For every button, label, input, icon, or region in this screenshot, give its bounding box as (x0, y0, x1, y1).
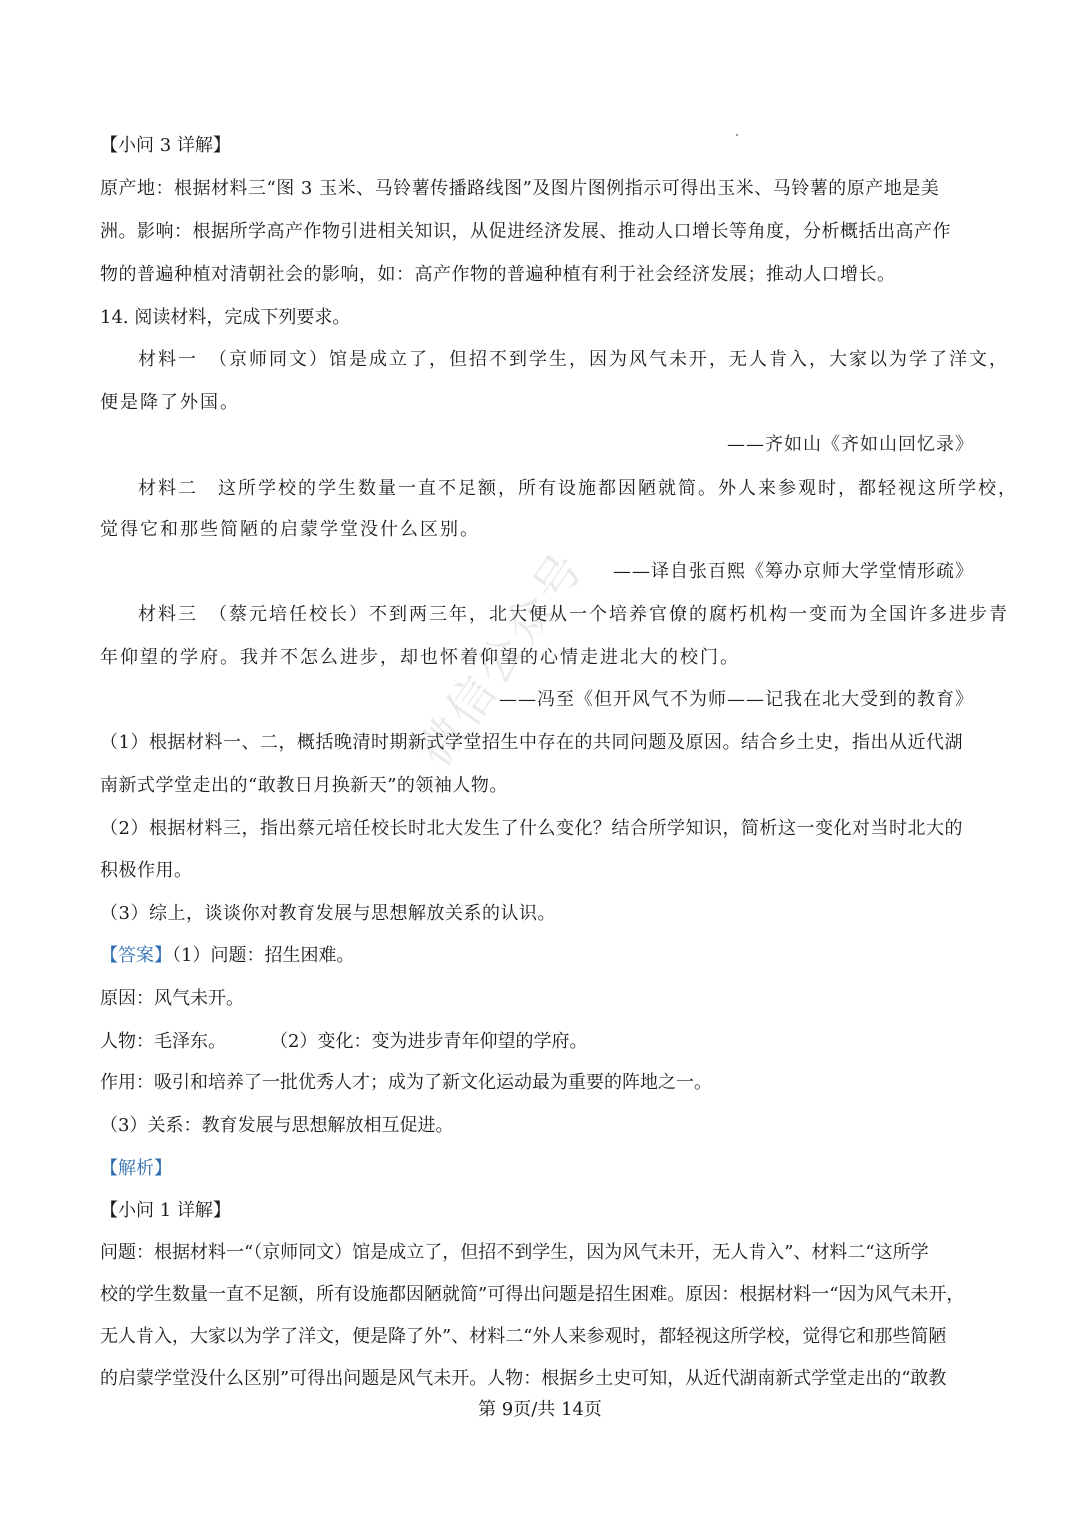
question-1-line2: 南新式学堂走出的“敢教日月换新天”的领袖人物。 (100, 775, 508, 796)
question-1-line1: （1）根据材料一、二，概括晚清时期新式学堂招生中存在的共同问题及原因。结合乡土史，指出从近代湖 (100, 732, 963, 753)
material3-source: ——冯至《但开风气不为师——记我在北大受到的教育》 (499, 689, 974, 710)
sub3-line-2: 洲。影响：根据所学高产作物引进相关知识，从促进经济发展、推动人口增长等角度，分析概括出高产作 (100, 221, 951, 242)
analysis-label: 【解析】 (100, 1158, 172, 1179)
analysis-sub1-heading: 【小问 1 详解】 (100, 1200, 231, 1221)
answer-text-3a: 人物：毛泽东。 (100, 1031, 226, 1052)
answer-line-2: 原因：风气未开。 (100, 988, 244, 1009)
question-2-line1: （2）根据材料三，指出蔡元培任校长时北大发生了什么变化？结合所学知识，简析这一变化对当时北大的 (100, 818, 963, 839)
sub3-line-1: 原产地：根据材料三“图 3 玉米、马铃薯传播路线图”及图片图例指示可得出玉米、马铃薯的原产地是美 (100, 178, 940, 199)
material1-line2: 便是降了外国。 (100, 392, 240, 413)
answer-line-4: 作用：吸引和培养了一批优秀人才；成为了新文化运动最为重要的阵地之一。 (100, 1072, 712, 1093)
material3-line2: 年仰望的学府。我并不怎么进步，却也怀着仰望的心情走进北大的校门。 (100, 647, 740, 668)
answer-line-5: （3）关系：教育发展与思想解放相互促进。 (100, 1115, 454, 1136)
question-3: （3）综上，谈谈你对教育发展与思想解放关系的认识。 (100, 903, 556, 924)
question-2-line2: 积极作用。 (100, 860, 193, 881)
analysis-line-2: 校的学生数量一直不足额，所有设施都因陋就简”可得出问题是招生困难。原因：根据材料一“因为风气未开， (100, 1284, 965, 1305)
material3-line1: 材料三 （蔡元培任校长）不到两三年，北大便从一个培养官僚的腐朽机构一变而为全国许多进步青 (138, 604, 1009, 625)
page-footer: 第 9页/共 14页 (478, 1399, 602, 1420)
q14-stem: 14. 阅读材料，完成下列要求。 (100, 307, 351, 328)
answer-text-1: （1）问题：招生困难。 (172, 945, 355, 966)
analysis-line-1: 问题：根据材料一“（京师同文）馆是成立了，但招不到学生，因为风气未开，无人肯入”、材料二“这所学 (100, 1242, 929, 1263)
sub3-heading: 【小问 3 详解】 (100, 135, 231, 156)
watermark: 微信公众号 (407, 540, 596, 777)
scan-speck (736, 134, 738, 136)
material2-line1: 材料二 这所学校的学生数量一直不足额，所有设施都因陋就简。外人来参观时，都轻视这所学校， (138, 478, 1018, 499)
answer-line-1 (100, 944, 354, 968)
material2-source: ——译自张百熙《筹办京师大学堂情形疏》 (613, 561, 974, 582)
material2-line2: 觉得它和那些简陋的启蒙学堂没什么区别。 (100, 519, 480, 540)
answer-text-3b: （2）变化：变为进步青年仰望的学府。 (270, 1031, 588, 1052)
answer-label: 【答案】 (100, 945, 172, 966)
material1-line1: 材料一 （京师同文）馆是成立了，但招不到学生，因为风气未开，无人肯入，大家以为学了洋文， (138, 349, 1009, 370)
analysis-line-3: 无人肯入，大家以为学了洋文，便是降了外”、材料二“外人来参观时，都轻视这所学校，觉得它和那些简陋 (100, 1326, 947, 1347)
answer-line-3 (100, 1030, 587, 1054)
analysis-line-4: 的启蒙学堂没什么区别”可得出问题是风气未开。人物：根据乡土史可知，从近代湖南新式学堂走出的“敢教 (100, 1368, 947, 1389)
sub3-line-3: 物的普遍种植对清朝社会的影响，如：高产作物的普遍种植有利于社会经济发展；推动人口增长。 (100, 264, 896, 285)
material1-source: ——齐如山《齐如山回忆录》 (727, 434, 974, 455)
